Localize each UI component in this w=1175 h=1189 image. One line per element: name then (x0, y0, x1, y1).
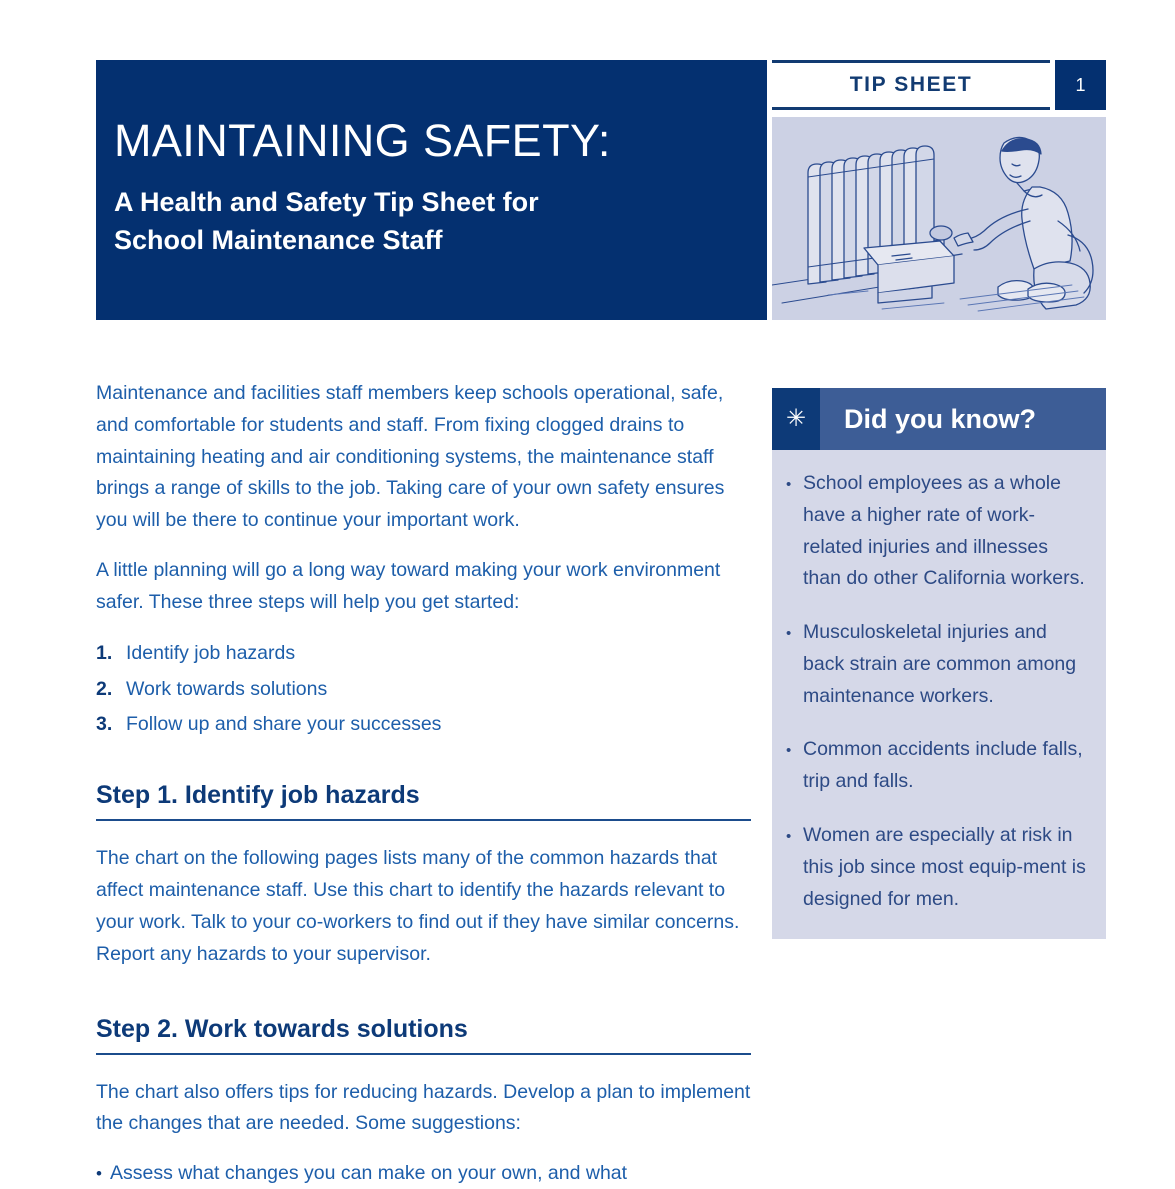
step-2-heading: Step 2. Work towards solutions (96, 1015, 751, 1055)
list-item (786, 734, 1090, 798)
did-you-know-body (772, 450, 1106, 915)
page-subtitle-line-2: School Maintenance Staff (114, 225, 443, 256)
bullet-icon: • (786, 625, 792, 643)
radiator-worker-illustration (772, 117, 1106, 320)
bullet-icon: • (96, 1164, 102, 1184)
list-item (96, 1158, 756, 1189)
step-1-body: The chart on the following pages lists many of the common hazards that affect maintenance staff. Use this chart to identify the hazards relevant to your work. Talk to your co-workers to find out if they have similar concerns. Report any hazards to your supervisor. (96, 847, 740, 965)
list-item (786, 468, 1090, 595)
planning-paragraph: A little planning will go a long way toward making your work environment safer. These three steps will help you get started: (96, 558, 721, 613)
page-subtitle (114, 183, 767, 260)
did-you-know-header (772, 388, 1106, 450)
bullet-icon: • (786, 828, 792, 846)
step-label: Follow up and share your successes (126, 713, 442, 736)
did-you-know-sidebar (772, 388, 1106, 939)
step-number: 2. (96, 677, 113, 700)
page-title: MAINTAINING SAFETY: (114, 115, 611, 166)
bullet-icon: • (786, 742, 792, 760)
bullet-text: Assess what changes you can make on your own, and what (110, 1162, 628, 1185)
intro-paragraph: Maintenance and facilities staff members keep schools operational, safe, and comfortable for students and staff. From fixing clogged drains to maintaining heating and air conditioning systems, the maintenance staff brings a range of skills to the job. Taking care of your own safety ensures you will be there to continue your important work. (96, 382, 725, 532)
bullet-text: Women are especially at risk in this job since most equip-ment is designed for men. (803, 824, 1086, 910)
tip-sheet-banner (772, 60, 1050, 110)
masthead-banner (96, 60, 767, 320)
step-number: 3. (96, 713, 113, 736)
list-item (786, 820, 1090, 915)
step-1-heading: Step 1. Identify job hazards (96, 781, 751, 821)
tip-sheet-label: TIP SHEET (849, 73, 973, 96)
main-content-column (96, 378, 756, 1189)
bullet-text: Common accidents include falls, trip and falls. (803, 738, 1083, 793)
step-2-bullet-list (96, 1158, 756, 1189)
step-2-body: The chart also offers tips for reducing hazards. Develop a plan to implement the changes that are needed. Some suggestions: (96, 1080, 751, 1135)
three-steps-list (96, 640, 756, 737)
step-number: 1. (96, 642, 113, 665)
step-label: Identify job hazards (126, 642, 296, 665)
bullet-icon: • (786, 476, 792, 493)
list-item (786, 617, 1090, 712)
did-you-know-title: Did you know? (844, 403, 1036, 434)
list-item (96, 711, 756, 737)
list-item (96, 640, 756, 666)
bullet-text: School employees as a whole have a higher rate of work-related injuries and illnesses than do other California workers. (803, 472, 1085, 590)
bullet-text: Musculoskeletal injuries and back strain are common among maintenance workers. (803, 621, 1077, 707)
did-you-know-list (786, 468, 1090, 915)
list-item (96, 676, 756, 702)
page-subtitle-line-1: A Health and Safety Tip Sheet for (114, 187, 539, 217)
asterisk-icon: ✳ (772, 388, 820, 450)
step-label: Work towards solutions (126, 677, 328, 700)
tip-sheet-number-badge: 1 (1055, 60, 1106, 110)
